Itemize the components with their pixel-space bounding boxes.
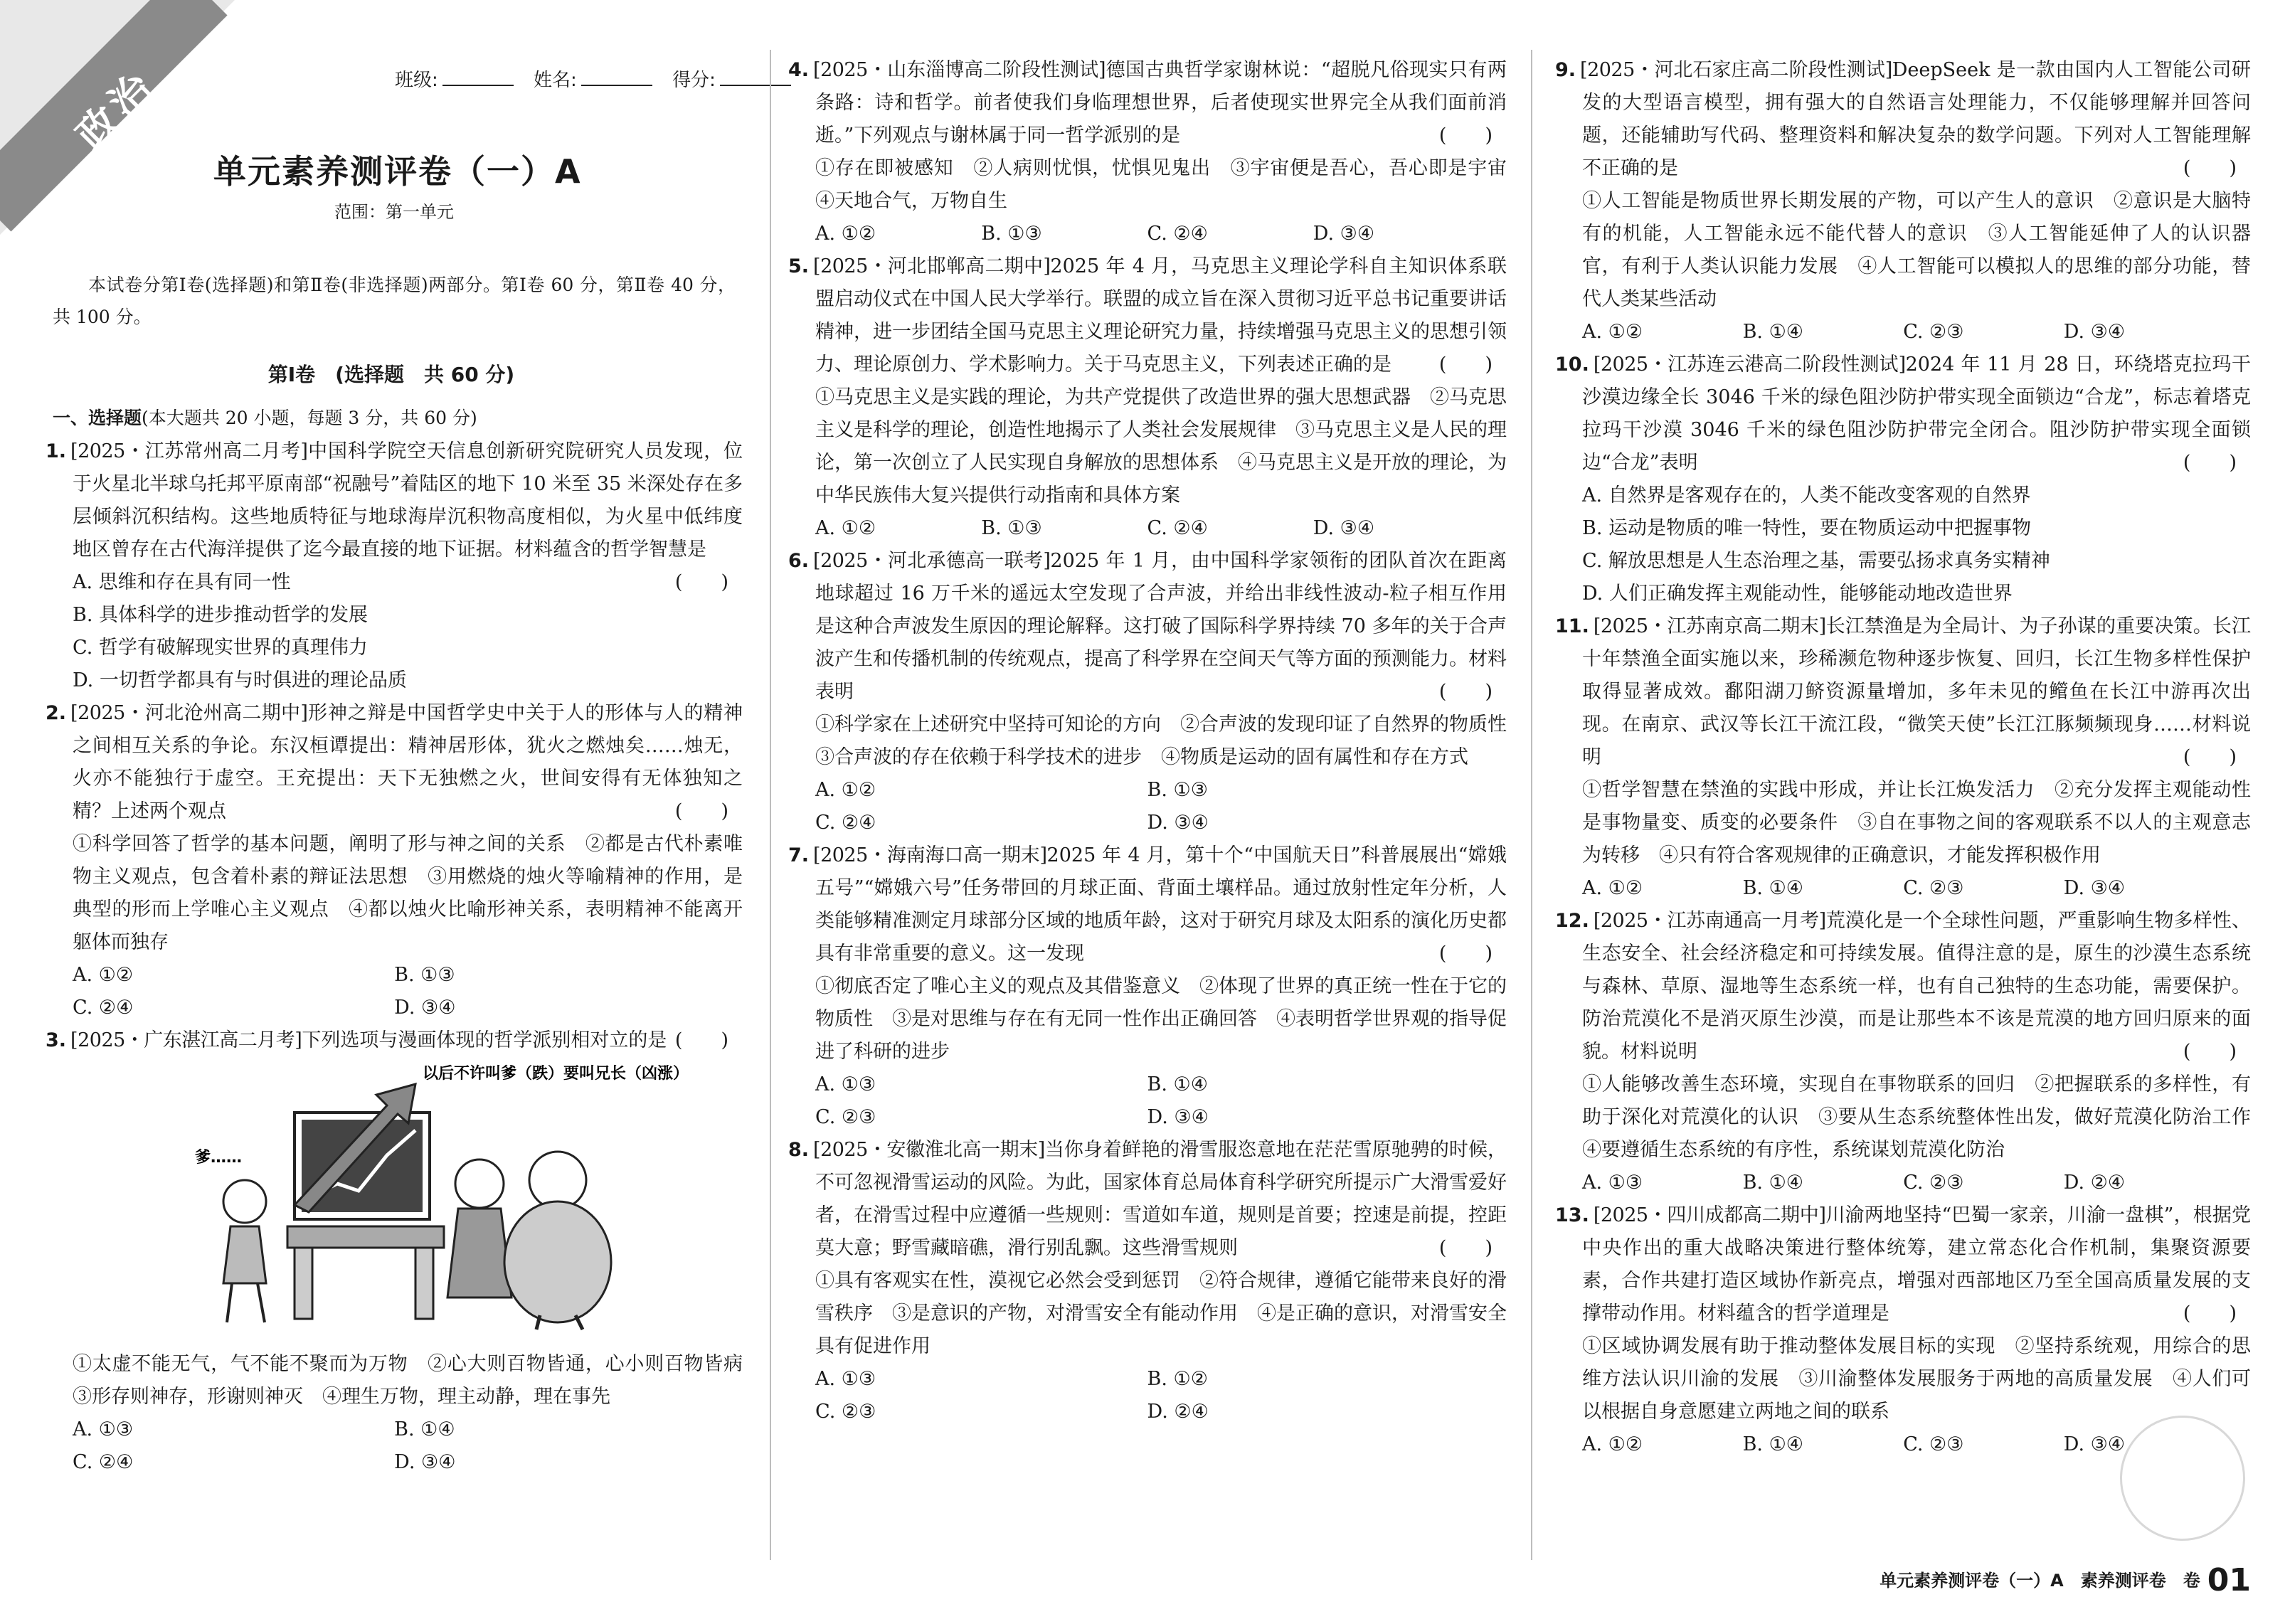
footer-text: 单元素养测评卷（一）A 素养测评卷 卷 <box>1880 1571 2200 1591</box>
option-c[interactable]: C. ②④ <box>73 1451 134 1473</box>
option-c[interactable]: C. ②③ <box>1903 877 1964 899</box>
option-d[interactable]: D. ②④ <box>1147 1401 1209 1423</box>
answer-paren[interactable]: ( ) <box>1438 943 1493 965</box>
option-c[interactable]: C. ②③ <box>1903 1172 1964 1194</box>
option-d[interactable]: D. 人们正确发挥主观能动性，能够能动地改造世界 <box>1582 583 2013 605</box>
answer-paren[interactable]: ( ) <box>2183 452 2237 474</box>
answer-paren[interactable]: ( ) <box>674 800 728 822</box>
option-d[interactable]: D. ②④ <box>2063 1172 2126 1194</box>
question-5: 5. [2025・河北邯郸高二期中]2025 年 4 月，马克思主义理论学科自主知识体系联盟启动仪式在中国人民大学举行。联盟的成立旨在深入贯彻习近平总书记重要讲话精神，进一步团结全国马克思主义理论研究力量，持续增强马克思主义的思想引领力、理论原创力、学术影响力。关于马克思主义，下列表述正确的是 ( ) ①马克思主义是实践的理论，为共产党提供了改造世界的强大思想武器 ②马克思主义是科学的理论，创造性地揭示了人类社会发展规律 ③马克思主义是人民的理论，第一次创立了人民实现自身解放的思想体系 ④马克思主义是开放的理论，为中华民族伟大复兴提供行动指南和具体方案 A. ①② B. ①③ C. ②④ D. ③④ <box>788 250 1507 545</box>
option-d[interactable]: D. ③④ <box>394 1451 456 1473</box>
option-d[interactable]: D. ③④ <box>394 997 456 1019</box>
question-2: 2. [2025・河北沧州高二期中]形神之辩是中国哲学史中关于人的形体与人的精神之间相互关系的争论。东汉桓谭提出：精神居形体，犹火之燃烛矣……烛无，火亦不能独行于虚空。王充提出：天下无独燃之火，世间安得有无体独知之精？上述两个观点 ( ) ①科学回答了哲学的基本问题，阐明了形与神之间的关系 ②都是古代朴素唯物主义观点，包含着朴素的辩证法思想 ③用燃烧的烛火等喻精神的作用，是典型的形而上学唯心主义观点 ④都以烛火比喻形神关系，表明精神不能离开躯体而独存 A. ①② B. ①③ C. ②④ D. ③④ <box>46 697 743 1024</box>
option-a[interactable]: A. ①③ <box>73 1418 134 1440</box>
answer-paren[interactable]: ( ) <box>2183 1041 2237 1063</box>
option-c[interactable]: C. ②③ <box>815 1401 876 1423</box>
option-b[interactable]: B. 具体科学的进步推动哲学的发展 <box>73 604 369 626</box>
answer-paren[interactable]: ( ) <box>1438 1237 1493 1259</box>
option-b[interactable]: B. ①④ <box>1742 321 1804 343</box>
answer-paren[interactable]: ( ) <box>674 1029 728 1051</box>
statements: ①科学回答了哲学的基本问题，阐明了形与神之间的关系 ②都是古代朴素唯物主义观点，包含着朴素的辩证法思想 ③用燃烧的烛火等喻精神的作用，是典型的形而上学唯心主义观点 ④都以烛火比喻形神关系，表明精神不能离开躯体而独存 <box>73 833 743 953</box>
question-6: 6. [2025・河北承德高一联考]2025 年 1 月，由中国科学家领衔的团队首次在距离地球超过 16 万千米的遥远太空发现了合声波，并给出非线性波动-粒子相互作用是这种合声波发生原因的理论解释。这打破了国际科学界持续 70 多年的关于合声波产生和传播机制的传统观点，提高了科学界在空间天气等方面的预测能力。材料表明 ( ) ①科学家在上述研究中坚持可知论的方向 ②合声波的发现印证了自然界的物质性 ③合声波的存在依赖于科学技术的进步 ④物质是运动的固有属性和存在方式 A. ①② B. ①③ C. ②④ D. ③④ <box>788 545 1507 839</box>
option-a[interactable]: A. ①② <box>1582 877 1643 899</box>
answer-paren[interactable]: ( ) <box>674 571 728 593</box>
statements: ①存在即被感知 ②人病则忧惧，忧惧见鬼出 ③宇宙便是吾心，吾心即是宇宙 ④天地合气，万物自生 <box>815 157 1526 212</box>
option-c[interactable]: C. 解放思想是人生态治理之基，需要弘扬求真务实精神 <box>1582 550 2050 572</box>
question-3: 3. [2025・广东湛江高二月考]下列选项与漫画体现的哲学派别相对立的是 ( ) 以后不许叫爹（跌）要叫兄长（凶涨） 爹…… ①太虚不能无气，气不能不聚而为万物 ②心大则百物皆通，心小则百物皆病 ③形存则神存，形谢则神灭 ④理生万物，理主动静，理在事先 A. ①③ B. ①④ C. ②④ D. ③④ <box>46 1024 743 1479</box>
option-a[interactable]: A. ①③ <box>815 1073 876 1095</box>
option-b[interactable]: B. ①④ <box>1742 877 1804 899</box>
answer-paren[interactable]: ( ) <box>1438 681 1493 703</box>
question-8: 8. [2025・安徽淮北高一期末]当你身着鲜艳的滑雪服恣意地在茫茫雪原驰骋的时候，不可忽视滑雪运动的风险。为此，国家体育总局体育科学研究所提示广大滑雪爱好者，在滑雪过程中应遵循一些规则：雪道如车道，规则是首要；控速是前提，控距莫大意；野雪藏暗礁，滑行别乱飘。这些滑雪规则 ( ) ①具有客观实在性，漠视它必然会受到惩罚 ②符合规律，遵循它能带来良好的滑雪秩序 ③是意识的产物，对滑雪安全有能动作用 ④是正确的意识，对滑雪安全具有促进作用 A. ①③ B. ①② C. ②③ D. ②④ <box>788 1134 1507 1428</box>
subject-corner-ribbon <box>0 0 242 242</box>
option-d[interactable]: D. ③④ <box>1147 812 1209 834</box>
option-d[interactable]: D. ③④ <box>1313 517 1375 539</box>
column-1 <box>46 435 762 1479</box>
statements: ①彻底否定了唯心主义的观点及其借鉴意义 ②体现了世界的真正统一性在于它的物质性 ③是对思维与存在有无同一性作出正确回答 ④表明哲学世界观的指导促进了科研的进步 <box>815 975 1507 1063</box>
cartoon-caption: 以后不许叫爹（跌）要叫兄长（凶涨） <box>423 1065 689 1083</box>
question-11: 11. [2025・江苏南京高二期末]长江禁渔是为全局计、为子孙谋的重要决策。长江十年禁渔全面实施以来，珍稀濒危物种逐步恢复、回归，长江生物多样性保护取得显著成效。鄱阳湖刀鲚资源量增加，多年未见的鳤鱼在长江中游再次出现。在南京、武汉等长江干流江段，“微笑天使”长江江豚频频现身……材料说明 ( ) ①哲学智慧在禁渔的实践中形成，并让长江焕发活力 ②充分发挥主观能动性是事物量变、质变的必要条件 ③自在事物之间的客观联系不以人的主观意志为转移 ④只有符合客观规律的正确意识，才能发挥积极作用 A. ①② B. ①④ C. ②③ D. ③④ <box>1555 610 2251 905</box>
question-1: 1. [2025・江苏常州高二月考]中国科学院空天信息创新研究院研究人员发现，位于火星北半球乌托邦平原南部“祝融号”着陆区的地下 10 米至 35 米深处存在多层倾斜沉积结构。这些地质特征与地球海岸沉积物高度相似，为火星中低纬度地区曾存在古代海洋提供了迄今最直接的地下证据。材料蕴含的哲学智慧是 ( ) A. 思维和存在具有同一性 B. 具体科学的进步推动哲学的发展 C. 哲学有破解现实世界的真理伟力 D. 一切哲学都具有与时俱进的理论品质 <box>46 435 743 697</box>
statements: ①区域协调发展有助于推动整体发展目标的实现 ②坚持系统观，用综合的思维方法认识川渝的发展 ③川渝整体发展服务于两地的高质量发展 ④人们可以根据自身意愿建立两地之间的联系 <box>1582 1335 2251 1423</box>
score-field[interactable] <box>720 70 791 86</box>
option-b[interactable]: B. ①④ <box>1742 1433 1804 1455</box>
exam-intro: 本试卷分第Ⅰ卷(选择题)和第Ⅱ卷(非选择题)两部分。第Ⅰ卷 60 分，第Ⅱ卷 40 分，共 100 分。 <box>53 275 736 327</box>
column-divider <box>1531 50 1532 1560</box>
statements: ①具有客观实在性，漠视它必然会受到惩罚 ②符合规律，遵循它能带来良好的滑雪秩序 ③是意识的产物，对滑雪安全有能动作用 ④是正确的意识，对滑雪安全具有促进作用 <box>815 1270 1507 1357</box>
question-9: 9. [2025・河北石家庄高二阶段性测试]DeepSeek 是一款由国内人工智能公司研发的大型语言模型，拥有强大的自然语言处理能力，不仅能够理解并回答问题，还能辅助写代码、整理资料和解决复杂的数学问题。下列对人工智能理解不正确的是 ( ) ①人工智能是物质世界长期发展的产物，可以产生人的意识 ②意识是大脑特有的机能，人工智能永远不能代替人的意识 ③人工智能延伸了人的认识器官，有利于人类认识能力发展 ④人工智能可以模拟人的思维的部分功能，替代人类某些活动 A. ①② B. ①④ C. ②③ D. ③④ <box>1555 54 2251 349</box>
name-field[interactable] <box>581 70 652 86</box>
option-d[interactable]: D. ③④ <box>2063 1433 2126 1455</box>
question-4: 4. [2025・山东淄博高二阶段性测试]德国古典哲学家谢林说：“超脱凡俗现实只有两条路：诗和哲学。前者使我们身临理想世界，后者使现实世界完全从我们面前消逝。”下列观点与谢林属于同一哲学派别的是 ( ) ①存在即被感知 ②人病则忧惧，忧惧见鬼出 ③宇宙便是吾心，吾心即是宇宙 ④天地合气，万物自生 A. ①② B. ①③ C. ②④ D. ③④ <box>788 54 1507 250</box>
question-10: 10. [2025・江苏连云港高二阶段性测试]2024 年 11 月 28 日，环绕塔克拉玛干沙漠边缘全长 3046 千米的绿色阻沙防护带实现全面锁边“合龙”，标志着塔克拉玛干沙漠 3046 千米的绿色阻沙防护带完全闭合。阻沙防护带实现全面锁边“合龙”表明 ( ) A. 自然界是客观存在的，人类不能改变客观的自然界 B. 运动是物质的唯一特性，要在物质运动中把握事物 C. 解放思想是人生态治理之基，需要弘扬求真务实精神 D. 人们正确发挥主观能动性，能够能动地改造世界 <box>1555 349 2251 610</box>
column-divider <box>770 50 771 1560</box>
option-d[interactable]: D. ③④ <box>2063 321 2126 343</box>
question-section-heading <box>53 404 477 430</box>
statements: ①人工智能是物质世界长期发展的产物，可以产生人的意识 ②意识是大脑特有的机能，人工智能永远不能代替人的意识 ③人工智能延伸了人的认识器官，有利于人类认识能力发展 ④人工智能可以模拟人的思维的部分功能，替代人类某些活动 <box>1582 190 2251 310</box>
option-b[interactable]: B. ①④ <box>394 1418 455 1440</box>
option-b[interactable]: B. ①④ <box>1742 1172 1804 1194</box>
option-c[interactable]: C. ②③ <box>815 1106 876 1128</box>
page-title: 单元素养测评卷（一）A <box>213 152 582 191</box>
statements: ①科学家在上述研究中坚持可知论的方向 ②合声波的发现印证了自然界的物质性 ③合声波的存在依赖于科学技术的进步 ④物质是运动的固有属性和存在方式 <box>815 713 1526 768</box>
statements: ①人能够改善生态环境，实现自在事物联系的回归 ②把握联系的多样性，有助于深化对荒漠化的认识 ③要从生态系统整体性出发，做好荒漠化防治工作 ④要遵循生态系统的有序性，系统谋划荒漠化防治 <box>1582 1073 2270 1161</box>
option-d[interactable]: D. 一切哲学都具有与时俱进的理论品质 <box>73 669 407 691</box>
option-d[interactable]: D. ③④ <box>1313 223 1375 245</box>
section-title: 第Ⅰ卷 (选择题 共 60 分) <box>267 363 515 386</box>
option-d[interactable]: D. ③④ <box>1147 1106 1209 1128</box>
statements: ①马克思主义是实践的理论，为共产党提供了改造世界的强大思想武器 ②马克思主义是科学的理论，创造性地揭示了人类社会发展规律 ③马克思主义是人民的理论，第一次创立了人民实现自身解放的思想体系 ④马克思主义是开放的理论，为中华民族伟大复兴提供行动指南和具体方案 <box>815 386 1507 506</box>
option-b[interactable]: B. ①③ <box>981 223 1042 245</box>
cartoon-left-caption: 爹…… <box>195 1149 243 1167</box>
student-info-line <box>395 65 805 92</box>
option-a[interactable]: A. ①② <box>73 964 134 986</box>
column-3 <box>1555 54 2270 1461</box>
option-c[interactable]: C. ②④ <box>815 812 876 834</box>
question-7: 7. [2025・海南海口高一期末]2025 年 4 月，第十个“中国航天日”科普展展出“嫦娥五号”“嫦娥六号”任务带回的月球正面、背面土壤样品。通过放射性定年分析，人类能够精准测定月球部分区域的地质年龄，这对于研究月球及太阳系的演化历史都具有非常重要的意义。这一发现 ( ) ①彻底否定了唯心主义的观点及其借鉴意义 ②体现了世界的真正统一性在于它的物质性 ③是对思维与存在有无同一性作出正确回答 ④表明哲学世界观的指导促进了科研的进步 A. ①③ B. ①④ C. ②③ D. ③④ <box>788 839 1507 1134</box>
answer-paren[interactable]: ( ) <box>2183 746 2237 768</box>
exam-scope: 范围：第一单元 <box>334 202 454 222</box>
option-c[interactable]: C. ②③ <box>1903 321 1964 343</box>
class-field[interactable] <box>442 70 514 86</box>
page-number: 01 <box>2207 1562 2251 1598</box>
question-section-note: (本大题共 20 小题，每题 3 分，共 60 分) <box>142 408 477 428</box>
answer-paren[interactable]: ( ) <box>2183 157 2237 179</box>
option-c[interactable]: C. ②③ <box>1903 1433 1964 1455</box>
option-a[interactable]: A. 自然界是客观存在的，人类不能改变客观的自然界 <box>1582 484 2031 506</box>
column-2 <box>788 54 1526 1428</box>
option-b[interactable]: B. ①③ <box>981 517 1042 539</box>
option-b[interactable]: B. ①③ <box>1147 779 1208 801</box>
statements: ①太虚不能无气，气不能不聚而为万物 ②心大则百物皆通，心小则百物皆病 ③形存则神存，形谢则神灭 ④理生万物，理主动静，理在事先 <box>73 1353 762 1408</box>
answer-paren[interactable]: ( ) <box>1438 124 1493 147</box>
option-b[interactable]: B. 运动是物质的唯一特性，要在物质运动中把握事物 <box>1582 517 2032 539</box>
option-c[interactable]: C. ②④ <box>1147 517 1208 539</box>
option-a[interactable]: A. ①② <box>815 517 876 539</box>
question-12: 12. [2025・江苏南通高一月考]荒漠化是一个全球性问题，严重影响生物多样性、生态安全、社会经济稳定和可持续发展。值得注意的是，原生的沙漠生态系统与森林、草原、湿地等生态系统一样，也有自己独特的生态功能，需要保护。防治荒漠化不是消灭原生沙漠，而是让那些本不该是荒漠的地方回归原来的面貌。材料说明 ( ) ①人能够改善生态环境，实现自在事物联系的回归 ②把握联系的多样性，有助于深化对荒漠化的认识 ③要从生态系统整体性出发，做好荒漠化防治工作 ④要遵循生态系统的有序性，系统谋划荒漠化防治 A. ①③ B. ①④ C. ②③ D. ②④ <box>1555 905 2251 1199</box>
option-c[interactable]: C. ②④ <box>73 997 134 1019</box>
name-label: 姓名: <box>534 70 577 91</box>
answer-paren[interactable]: ( ) <box>2183 1302 2237 1325</box>
question-section-label: 一、选择题 <box>53 408 142 428</box>
option-b[interactable]: B. ①④ <box>1147 1073 1208 1095</box>
score-label: 得分: <box>672 70 716 91</box>
class-label: 班级: <box>395 70 438 91</box>
option-a[interactable]: A. 思维和存在具有同一性 <box>73 571 291 593</box>
page-footer <box>1880 1562 2251 1598</box>
option-a[interactable]: A. ①③ <box>815 1368 876 1390</box>
statements: ①哲学智慧在禁渔的实践中形成，并让长江焕发活力 ②充分发挥主观能动性是事物量变、质变的必要条件 ③自在事物之间的客观联系不以人的主观意志为转移 ④只有符合客观规律的正确意识，才能发挥积极作用 <box>1582 779 2251 866</box>
option-b[interactable]: B. ①③ <box>394 964 455 986</box>
option-a[interactable]: A. ①② <box>815 223 876 245</box>
option-d[interactable]: D. ③④ <box>2063 877 2126 899</box>
subject-tab: 政治 <box>67 61 166 160</box>
option-a[interactable]: A. ①② <box>815 779 876 801</box>
answer-paren[interactable]: ( ) <box>1438 354 1493 376</box>
option-c[interactable]: C. 哲学有破解现实世界的真理伟力 <box>73 637 368 659</box>
option-a[interactable]: A. ①② <box>1582 1433 1643 1455</box>
question-13: 13. [2025・四川成都高二期中]川渝两地坚持“巴蜀一家亲，川渝一盘棋”，根据党中央作出的重大战略决策进行整体统筹，建立常态化合作机制，集聚资源要素，合作共建打造区域协作新亮点，增强对西部地区乃至全国高质量发展的支撑带动作用。材料蕴含的哲学道理是 ( ) ①区域协调发展有助于推动整体发展目标的实现 ②坚持系统观，用综合的思维方法认识川渝的发展 ③川渝整体发展服务于两地的高质量发展 ④人们可以根据自身意愿建立两地之间的联系 A. ①② B. ①④ C. ②③ D. ③④ <box>1555 1199 2251 1461</box>
option-b[interactable]: B. ①② <box>1147 1368 1208 1390</box>
option-a[interactable]: A. ①② <box>1582 321 1643 343</box>
option-c[interactable]: C. ②④ <box>1147 223 1208 245</box>
option-a[interactable]: A. ①③ <box>1582 1172 1643 1194</box>
stock-market-cartoon <box>188 1063 689 1333</box>
